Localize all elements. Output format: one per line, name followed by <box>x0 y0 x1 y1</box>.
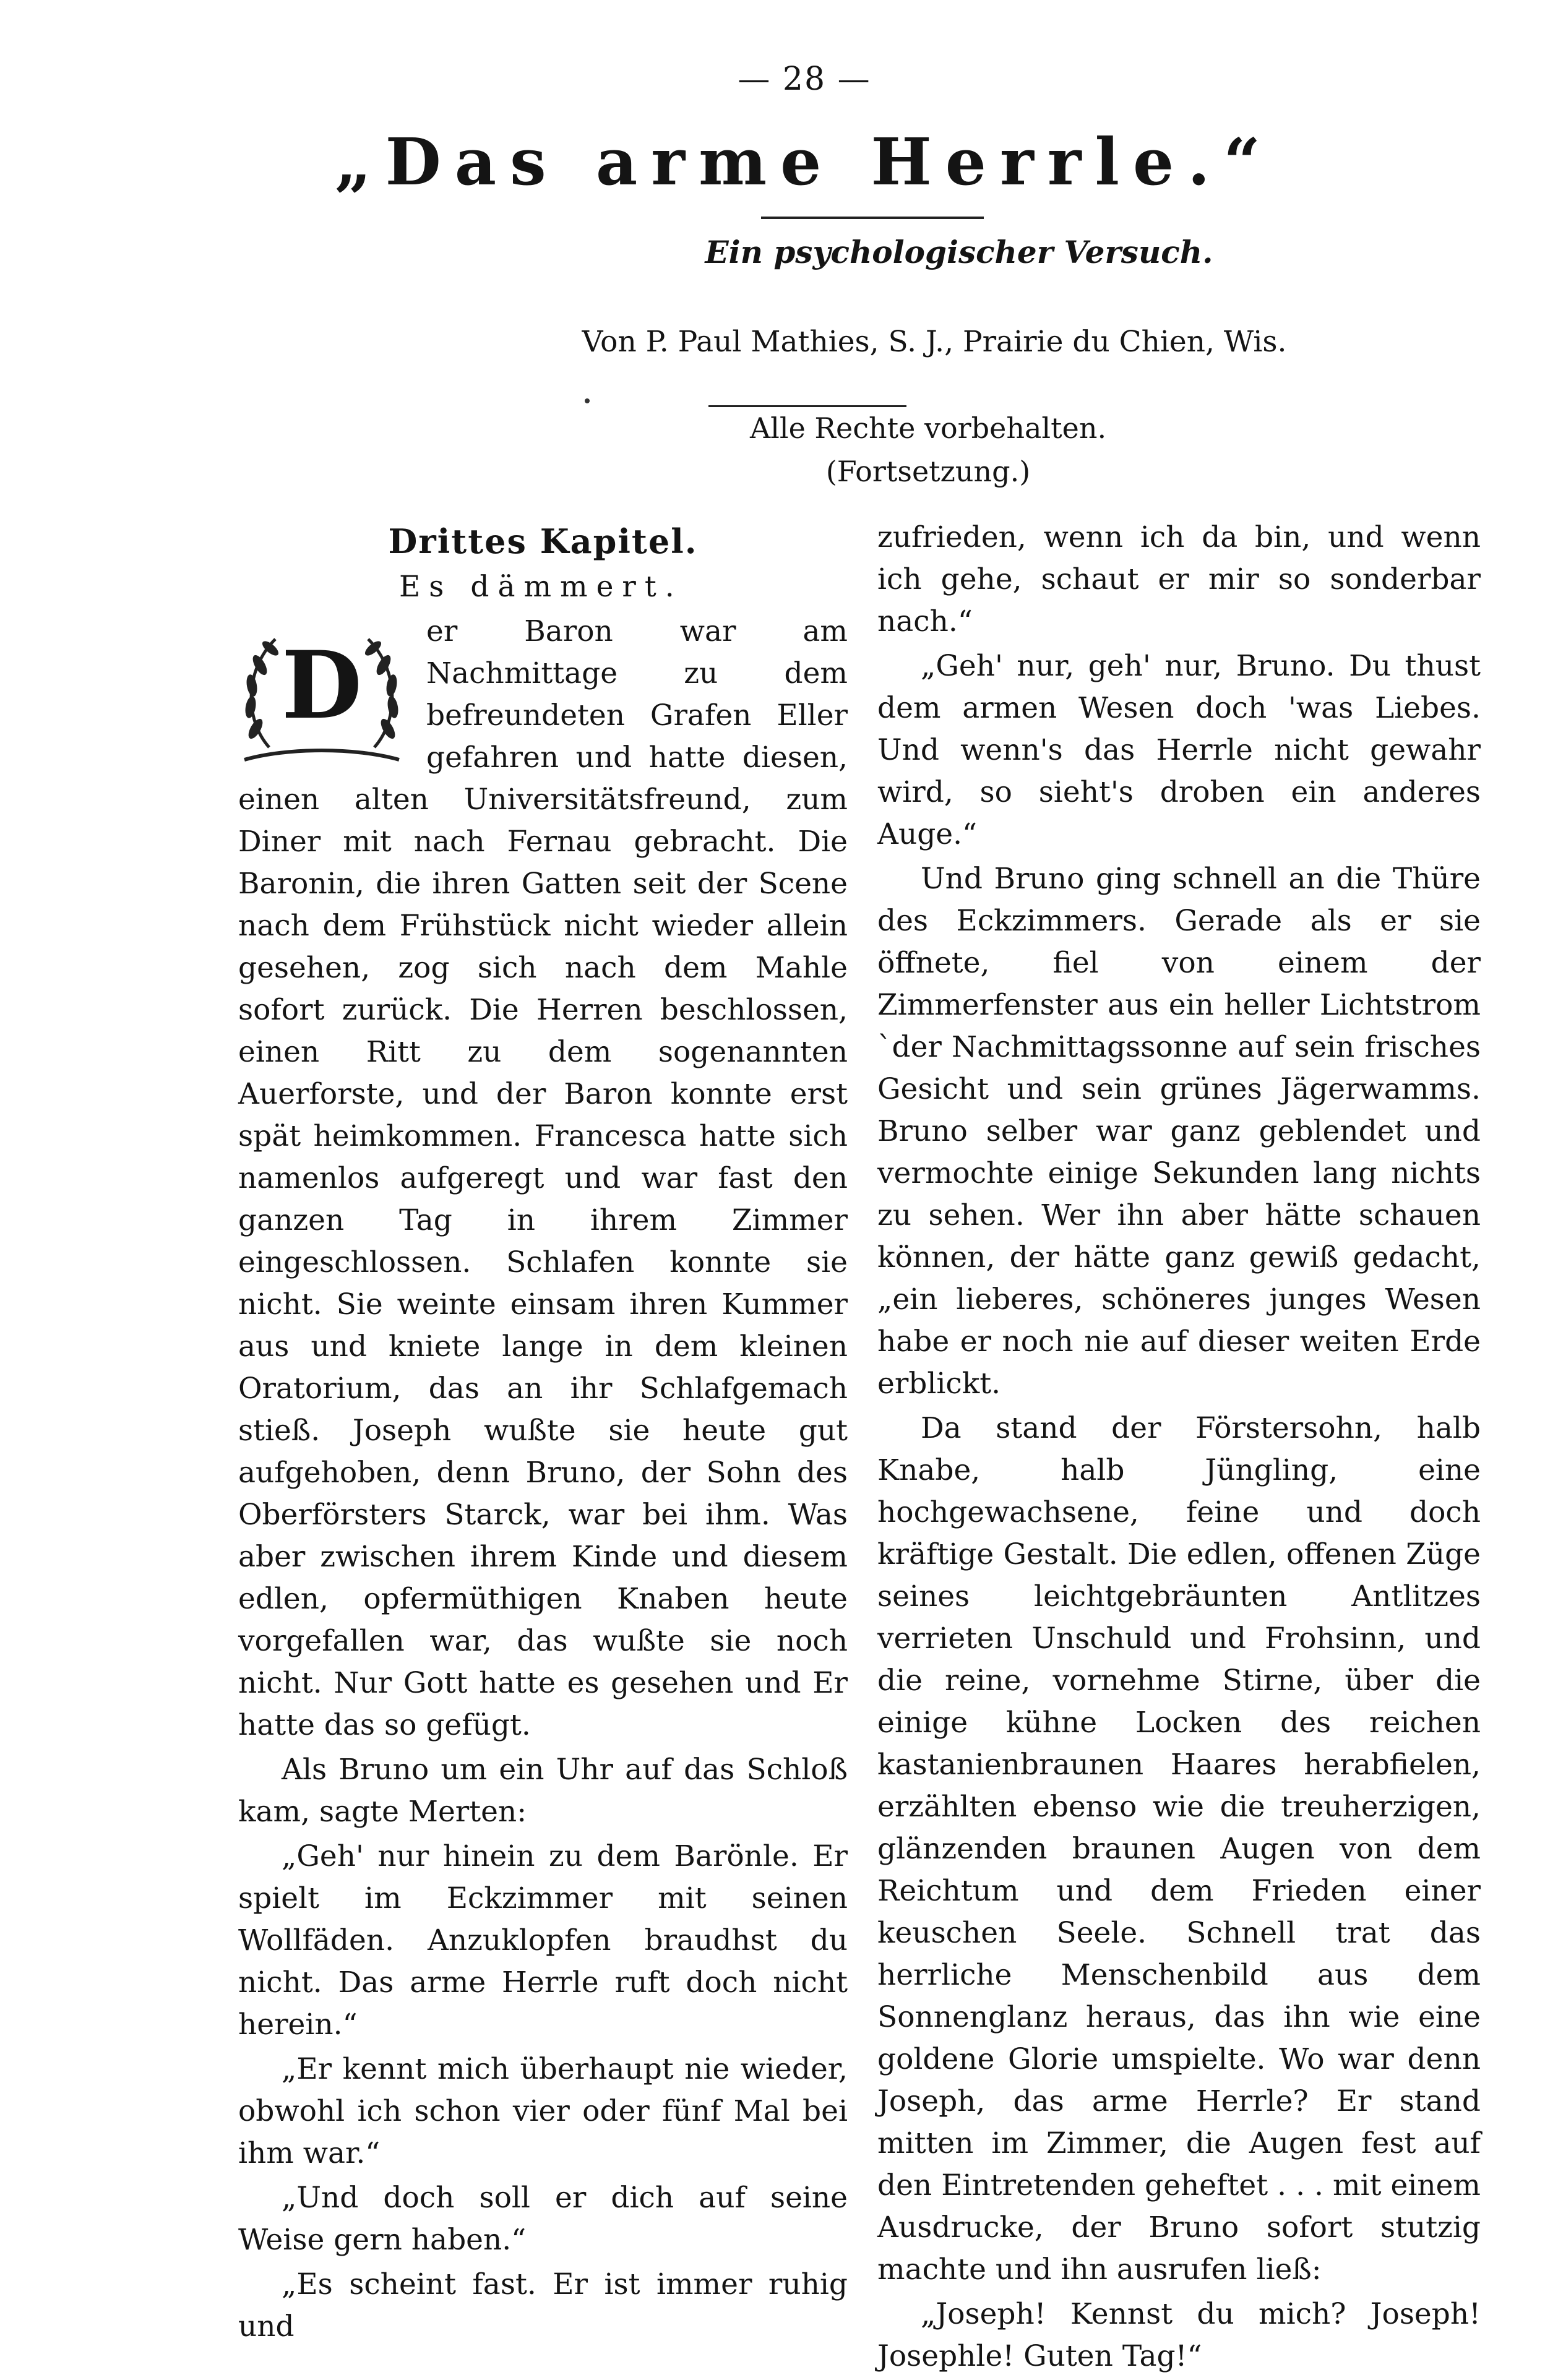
paragraph: zufrieden, wenn ich da bin, und wenn ich gehe, schaut er mir so sonderbar nach.“ <box>877 520 1481 638</box>
paragraph: „Es scheint fast. Er ist immer ruhig und <box>238 2267 848 2343</box>
paragraph: „Und doch soll er dich auf seine Weise gern haben.“ <box>238 2181 848 2257</box>
paragraph: „Geh' nur hinein zu dem Barönle. Er spielt im Eckzimmer mit seinen Wollfäden. Anzuklopfen braudhst du nicht. Das arme Herrle ruft doch nicht herein.“ <box>238 1839 848 2042</box>
left-column <box>238 517 848 2350</box>
section-heading: Es dämmert. <box>399 570 683 604</box>
article-subtitle: Ein psychologischer Versuch. <box>705 234 1213 270</box>
paragraph: Als Bruno um ein Uhr auf das Schloß kam, sagte Merten: <box>238 1753 848 1829</box>
right-column <box>877 517 1481 2380</box>
chapter-heading: Drittes Kapitel. <box>388 522 698 561</box>
continued-notice: (Fortsetzung.) <box>825 455 1031 488</box>
byline-rule <box>708 405 906 407</box>
page-number: — 28 — <box>738 61 871 98</box>
paragraph: „Joseph! Kennst du mich? Joseph! Josephle! Guten Tag!“ <box>877 2297 1481 2373</box>
article-title: „Das arme Herrle.“ <box>334 124 1275 200</box>
author-byline: Von P. Paul Mathies, S. J., Prairie du Chien, Wis. <box>582 325 1287 359</box>
initial-letter: D <box>281 631 363 740</box>
separator-dot <box>585 398 590 403</box>
title-rule <box>761 217 984 219</box>
decorative-initial <box>232 614 411 775</box>
paragraph: „Geh' nur, geh' nur, Bruno. Du thust dem armen Wesen doch 'was Liebes. Und wenn's das Herrle nicht gewahr wird, so sieht's droben ein anderes Auge.“ <box>877 649 1481 851</box>
rights-notice: Alle Rechte vorbehalten. <box>749 411 1107 445</box>
paragraph: Und Bruno ging schnell an die Thüre des Eckzimmers. Gerade als er sie öffnete, fiel von einem der Zimmerfenster aus ein heller Lichtstrom `der Nachmittagssonne auf sein frisches Gesicht und sein grünes Jägerwamms. Bruno selber war ganz geblendet und vermochte einige Sekunden lang nichts zu sehen. Wer ihn aber hätte schauen können, der hätte ganz gewiß gedacht, „ein lieberes, schöneres junges Wesen habe er noch nie auf dieser weiten Erde erblickt. <box>877 862 1481 1401</box>
paragraph: Da stand der Förstersohn, halb Knabe, halb Jüngling, eine hochgewachsene, feine und doch kräftige Gestalt. Die edlen, offenen Züge seines leichtgebräunten Antlitzes verrieten Unschuld und Frohsinn, und die reine, vornehme Stirne, über die einige kühne Locken des reichen kastanienbraunen Haares herabfielen, erzählten ebenso wie die treuherzigen, glänzenden braunen Augen von dem Reichtum und dem Frieden einer keuschen Seele. Schnell trat das herrliche Menschenbild aus dem Sonnenglanz heraus, das ihn wie eine goldene Glorie umspielte. Wo war denn Joseph, das arme Herrle? Er stand mitten im Zimmer, die Augen fest auf den Eintretenden geheftet . . . mit einem Ausdrucke, der Bruno sofort stutzig machte und ihn ausrufen ließ: <box>877 1411 1481 2287</box>
paragraph: er Baron war am Nachmittage zu dem befreundeten Grafen Eller gefahren und hatte diesen, einen alten Universitätsfreund, zum Diner mit nach Fernau gebracht. Die Baronin, die ihren Gatten seit der Scene nach dem Frühstück nicht wieder allein gesehen, zog sich nach dem Mahle sofort zurück. Die Herren beschlossen, einen Ritt zu dem sogenannten Auerforste, und der Baron konnte erst spät heimkommen. Francesca hatte sich namenlos aufgeregt und war fast den ganzen Tag in ihrem Zimmer eingeschlossen. Schlafen konnte sie nicht. Sie weinte einsam ihren Kummer aus und kniete lange in dem kleinen Oratorium, das an ihr Schlafgemach stieß. Joseph wußte sie heute gut aufgehoben, denn Bruno, der Sohn des Oberförsters Starck, war bei ihm. Was aber zwischen ihrem Kinde und diesem edlen, opfermüthigen Knaben heute vorgefallen war, das wußte sie noch nicht. Nur Gott hatte es gesehen und Er hatte das so gefügt. <box>238 614 848 1742</box>
paragraph: „Er kennt mich überhaupt nie wieder, obwohl ich schon vier oder fünf Mal bei ihm war.“ <box>238 2052 848 2170</box>
